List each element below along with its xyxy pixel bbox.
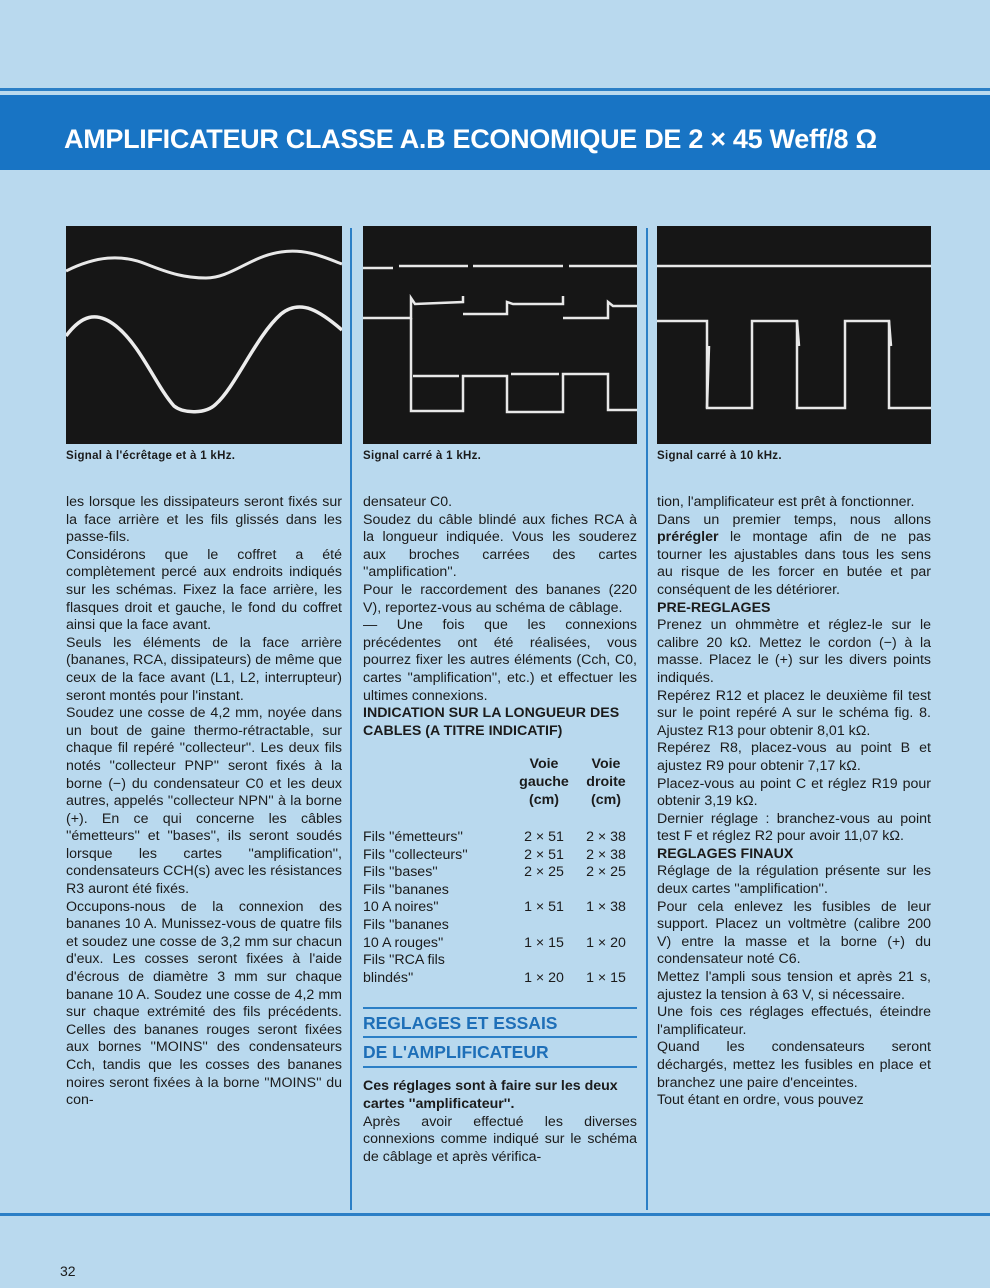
paragraph: Repérez R12 et placez le deuxième fil test sur le point repéré A sur le schéma fig. 8. Ajustez R13 pour obtenir 8,01 kΩ. — [657, 687, 931, 739]
table-row — [363, 829, 637, 847]
top-rule — [0, 88, 990, 91]
paragraph: Prenez un ohmmètre et réglez-le sur le calibre 20 kΩ. Mettez le cordon (−) à la masse. Placez le (+) sur les divers points indiqués. — [657, 617, 931, 686]
section-rule — [363, 1036, 637, 1038]
paragraph: Seuls les éléments de la face arrière (bananes, RCA, dissipateurs) de même que ceux de la face avant (L1, L2, interrupteur) seront montés pour l'instant. — [66, 634, 343, 704]
text-column-3 — [657, 494, 931, 1110]
paragraph: Occupons-nous de la connexion des bananes 10 A. Munissez-vous de quatre fils et soudez une cosse de 3,2 mm sur chacun d'eux. Les cosses seront fixées à l'aide d'écrous de diamètre 3 mm sur chaque banane 10 A. Soudez une cosse de 4,2 mm sur chaque extrémité des fils précédents. Celles des bananes rouges seront fixées aux bornes ''MOINS'' des condensateurs Cch, tandis que les cosses des bananes noires seront fixées à la borne ''MOINS'' du con- — [66, 898, 342, 1109]
cell-left: 2 × 51 — [524, 846, 564, 863]
cell-left: 1 × 15 — [524, 934, 564, 951]
paragraph: Quand les condensateurs seront déchargés, mettez les fusibles en place et branchez une paire d'enceintes. — [657, 1039, 931, 1091]
cell-left: 1 × 20 — [524, 969, 564, 986]
row-label: Fils ''bananes 10 A rouges'' — [363, 917, 449, 951]
bottom-rule — [0, 1213, 990, 1216]
paragraph: Soudez du câble blindé aux fiches RCA à la longueur indiquée. Vous les souderez aux broches carrées des cartes ''amplification''. — [363, 511, 637, 581]
paragraph: tion, l'amplificateur est prêt à fonctionner. — [657, 494, 915, 510]
page-number: 32 — [60, 1263, 76, 1279]
paragraph: Pour le raccordement des bananes (220 V), reportez-vous au schéma de câblage. — [363, 581, 637, 616]
photo-caption-1: Signal à l'écrêtage et à 1 kHz. — [66, 450, 236, 462]
row-label: Fils ''émetteurs'' — [363, 829, 463, 846]
paragraph: Après avoir effectué les diverses connexions comme indiqué sur le schéma de câblage et après vérifica- — [363, 1113, 637, 1165]
paragraph: Dernier réglage : branchez-vous au point test F et réglez R2 pour avoir 11,07 kΩ. — [657, 810, 931, 845]
row-label: Fils ''bases'' — [363, 864, 438, 881]
page-title-banner — [0, 95, 990, 170]
sine-wave-trace — [66, 226, 342, 444]
paragraph: Soudez une cosse de 4,2 mm, noyée dans un bout de gaine thermo-rétractable, sur chaque fil repéré ''collecteur''. Les deux fils notés ''collecteur PNP'' seront fixés à la borne (−) du condensateur C0 et les deux autres, appelés ''collecteur NPN'' à la borne (+). En ce qui concerne les câbles ''émetteurs'' et ''bases'', ils seront soudés lorsque les cartes ''amplification'', condensateurs CCH(s) avec les résistances R3 auront été fixés. — [66, 705, 342, 898]
photo-caption-3: Signal carré à 10 kHz. — [657, 450, 782, 462]
square-wave-trace-10khz — [657, 226, 931, 444]
oscillogram-photo-2 — [363, 226, 637, 444]
cell-right: 2 × 38 — [586, 846, 626, 863]
section-heading-line-2: DE L'AMPLIFICATEUR — [363, 1042, 549, 1063]
cable-length-table — [363, 756, 637, 987]
paragraph: Repérez R8, placez-vous au point B et ajustez R9 pour obtenir 7,17 kΩ. — [657, 740, 931, 774]
row-label: Fils ''RCA fils blindés'' — [363, 952, 445, 986]
cell-right: 1 × 15 — [586, 969, 626, 986]
table-heading: INDICATION SUR LA LONGUEUR DES CABLES (A TITRE INDICATIF) — [363, 705, 620, 739]
subheading-reglages-finaux: REGLAGES FINAUX — [657, 845, 794, 862]
paragraph: les lorsque les dissipateurs seront fixés sur la face arrière et les fils glissés dans les passe-fils. — [66, 494, 342, 546]
paragraph: Une fois ces réglages effectués, éteindre l'amplificateur. — [657, 1004, 931, 1038]
photo-caption-2: Signal carré à 1 kHz. — [363, 450, 482, 462]
paragraph: Placez-vous au point C et réglez R19 pour obtenir 3,19 kΩ. — [657, 775, 931, 810]
column-divider — [350, 228, 352, 1210]
section-heading-line-1: REGLAGES ET ESSAIS — [363, 1013, 558, 1034]
cell-left: 2 × 25 — [524, 864, 564, 881]
column-divider — [646, 228, 648, 1210]
section-intro: Ces réglages sont à faire sur les deux cartes ''amplificateur''. — [363, 1078, 618, 1113]
section-rule — [363, 1066, 637, 1068]
paragraph: Dans un premier temps, nous allons prérégler le montage afin de ne pas tourner les ajustables dans tous les sens au risque de les forcer en butée et par conséquent de les détériorer. — [657, 511, 931, 598]
paragraph: Tout étant en ordre, vous pouvez — [657, 1092, 864, 1109]
text-column-1 — [66, 494, 342, 1110]
section-heading — [363, 1007, 637, 1068]
cell-right: 1 × 38 — [586, 899, 626, 916]
row-label: Fils ''bananes 10 A noires'' — [363, 881, 449, 916]
table-header-row — [363, 756, 637, 809]
paragraph: Pour cela enlevez les fusibles de leur support. Placez un voltmètre (calibre 200 V) entre la masse et la borne (+) du condensateur noté C6. — [657, 898, 931, 968]
paragraph: Réglage de la régulation présente sur les deux cartes ''amplification''. — [657, 863, 931, 898]
table-row — [363, 917, 637, 952]
paragraph: Considérons que le coffret a été complètement percé aux endroits indiqués sur les schémas. Fixez la face arrière, les flasques droit et gauche, le fond du coffret ainsi que la face avant. — [66, 546, 342, 634]
page-title: AMPLIFICATEUR CLASSE A.B ECONOMIQUE DE 2 × 45 Weff/8 Ω — [64, 124, 877, 154]
table-row — [363, 864, 637, 882]
table-row — [363, 952, 637, 987]
header-left-channel: Voie gauche (cm) — [519, 756, 569, 808]
cell-left: 1 × 51 — [524, 899, 564, 916]
cell-right: 2 × 38 — [586, 829, 626, 846]
table-row — [363, 847, 637, 865]
text-column-2 — [363, 494, 637, 1166]
paragraph: densateur C0. — [363, 494, 453, 510]
subheading-pre-reglages: PRE-REGLAGES — [657, 599, 771, 616]
section-rule — [363, 1007, 637, 1009]
cell-right: 1 × 20 — [586, 934, 626, 951]
oscillogram-photo-3 — [657, 226, 931, 444]
bold-term: prérégler — [657, 529, 719, 546]
square-wave-trace-1khz — [363, 226, 637, 444]
paragraph: Mettez l'ampli sous tension et après 21 s, ajustez la tension à 63 V, si nécessaire. — [657, 969, 931, 1003]
table-row — [363, 882, 637, 917]
row-label: Fils ''collecteurs'' — [363, 846, 468, 863]
cell-right: 2 × 25 — [586, 864, 626, 881]
paragraph: — Une fois que les connexions précédentes ont été réalisées, vous pourrez fixer les autres éléments (Cch, C0, cartes ''amplification'', etc.) et effectuer les ultimes connexions. — [363, 617, 637, 704]
oscillogram-photo-1 — [66, 226, 342, 444]
cell-left: 2 × 51 — [524, 829, 564, 846]
header-right-channel: Voie droite (cm) — [586, 756, 626, 808]
